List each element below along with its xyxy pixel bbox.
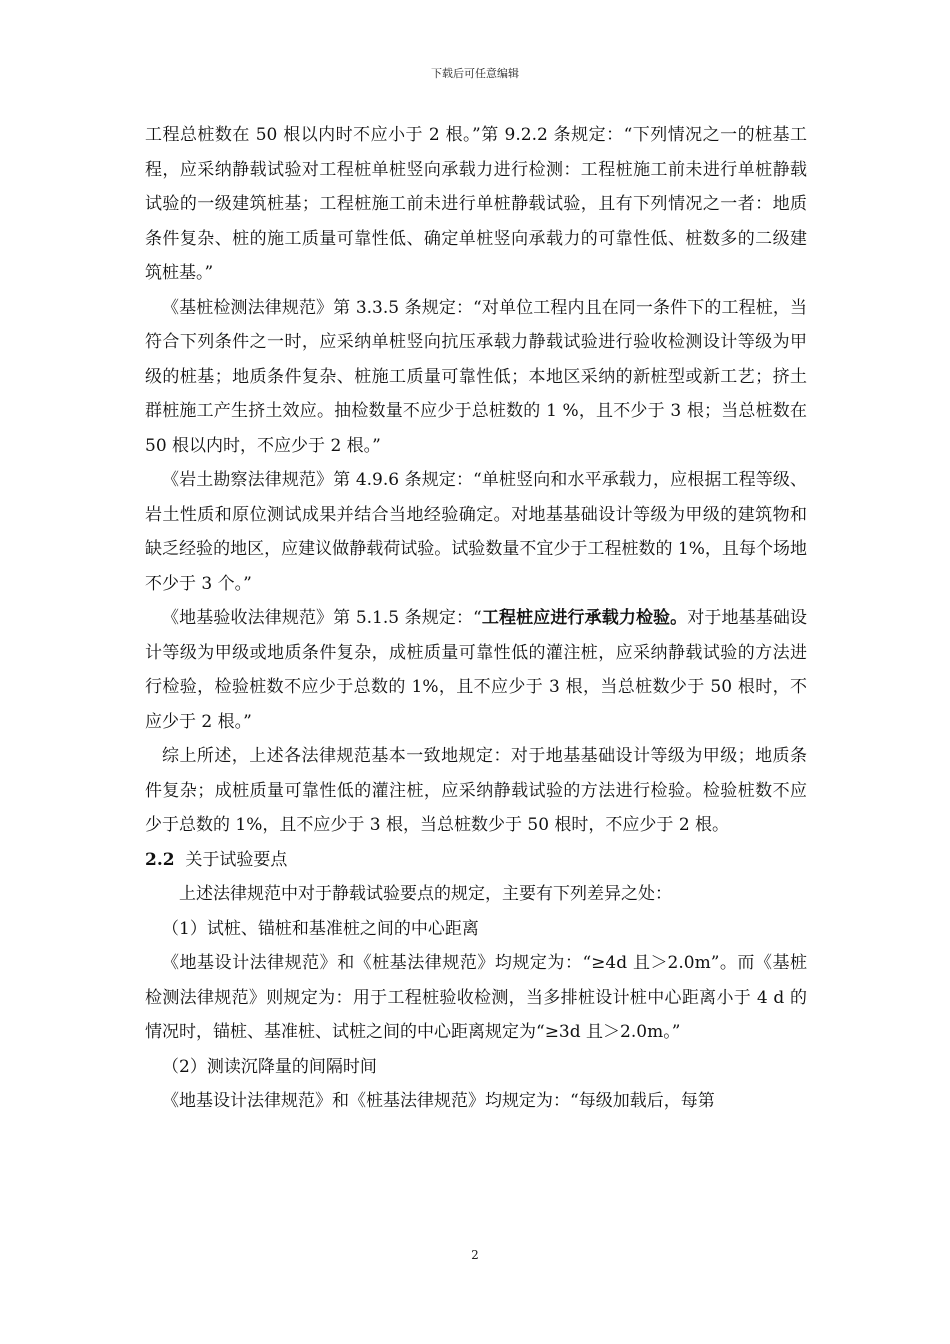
- paragraph-4: [145, 601, 807, 739]
- paragraph-9: （2）测读沉降量的间隔时间: [162, 1056, 377, 1077]
- page-number: 2: [471, 1248, 479, 1262]
- paragraph-1: 工程总桩数在 50 根以内时不应小于 2 根。”第 9.2.2 条规定：“下列情况之一的桩基工程，应采纳静载试验对工程桩单桩竖向承载力进行检测：工程桩施工前未进行单桩静载试验的一级建筑桩基；工程桩施工前未进行单桩静载试验，且有下列情况之一者：地质条件复杂、桩的施工质量可靠性低、确定单桩竖向承载力的可靠性低、桩数多的二级建筑桩基。”: [145, 125, 807, 283]
- paragraph-3: 《岩土勘察法律规范》第 4.9.6 条规定：“单桩竖向和水平承载力，应根据工程等级、岩土性质和原位测试成果并结合当地经验确定。对地基基础设计等级为甲级的建筑物和缺乏经验的地区，应建议做静载荷试验。试验数量不宜少于工程桩数的 1%，且每个场地不少于 3 个。”: [145, 470, 807, 594]
- paragraph-10: 《地基设计法律规范》和《桩基法律规范》均规定为：“每级加载后，每第: [162, 1091, 715, 1111]
- document-body: [145, 118, 807, 1119]
- page-header: 下载后可任意编辑: [431, 67, 519, 80]
- paragraph-4-bold: 工程桩应进行承载力检验。: [481, 608, 688, 628]
- paragraph-7: （1）试桩、锚桩和基准桩之间的中心距离: [162, 918, 479, 939]
- section-number: 2.2: [145, 849, 175, 870]
- paragraph-5: 综上所述，上述各法律规范基本一致地规定：对于地基基础设计等级为甲级；地质条件复杂；成桩质量可靠性低的灌注桩，应采纳静载试验的方法进行检验。检验桩数不应少于总数的 1%，且不应少于 3 根，当总桩数少于 50 根时，不应少于 2 根。: [145, 746, 807, 835]
- section-heading: [145, 843, 807, 878]
- paragraph-2: 《基桩检测法律规范》第 3.3.5 条规定：“对单位工程内且在同一条件下的工程桩，当符合下列条件之一时，应采纳单桩竖向抗压承载力静载试验进行验收检测设计等级为甲级的桩基；地质条件复杂、桩施工质量可靠性低；本地区采纳的新桩型或新工艺；挤土群桩施工产生挤土效应。抽检数量不应少于总桩数的 1 %，且不少于 3 根；当总桩数在 50 根以内时，不应少于 2 根。”: [145, 297, 807, 456]
- section-title: 关于试验要点: [185, 849, 288, 870]
- paragraph-4-lead: 《地基验收法律规范》第 5.1.5 条规定：“: [162, 608, 482, 628]
- paragraph-6: 上述法律规范中对于静载试验要点的规定，主要有下列差异之处：: [179, 884, 672, 904]
- paragraph-4-rest: 对于地基基础设计等级为甲级或地质条件复杂，成桩质量可靠性低的灌注桩，应采纳静载试验的方法进行检验，检验桩数不应少于总数的 1%，且不应少于 3 根，当总桩数少于 50 根时，不应少于 2 根。”: [145, 608, 808, 732]
- paragraph-8: 《地基设计法律规范》和《桩基法律规范》均规定为：“≥4d 且＞2.0m”。而《基桩检测法律规范》则规定为：用于工程桩验收检测，当多排桩设计桩中心距离小于 4 d 的情况时，锚桩、基准桩、试桩之间的中心距离规定为“≥3d 且＞2.0m。”: [145, 953, 807, 1042]
